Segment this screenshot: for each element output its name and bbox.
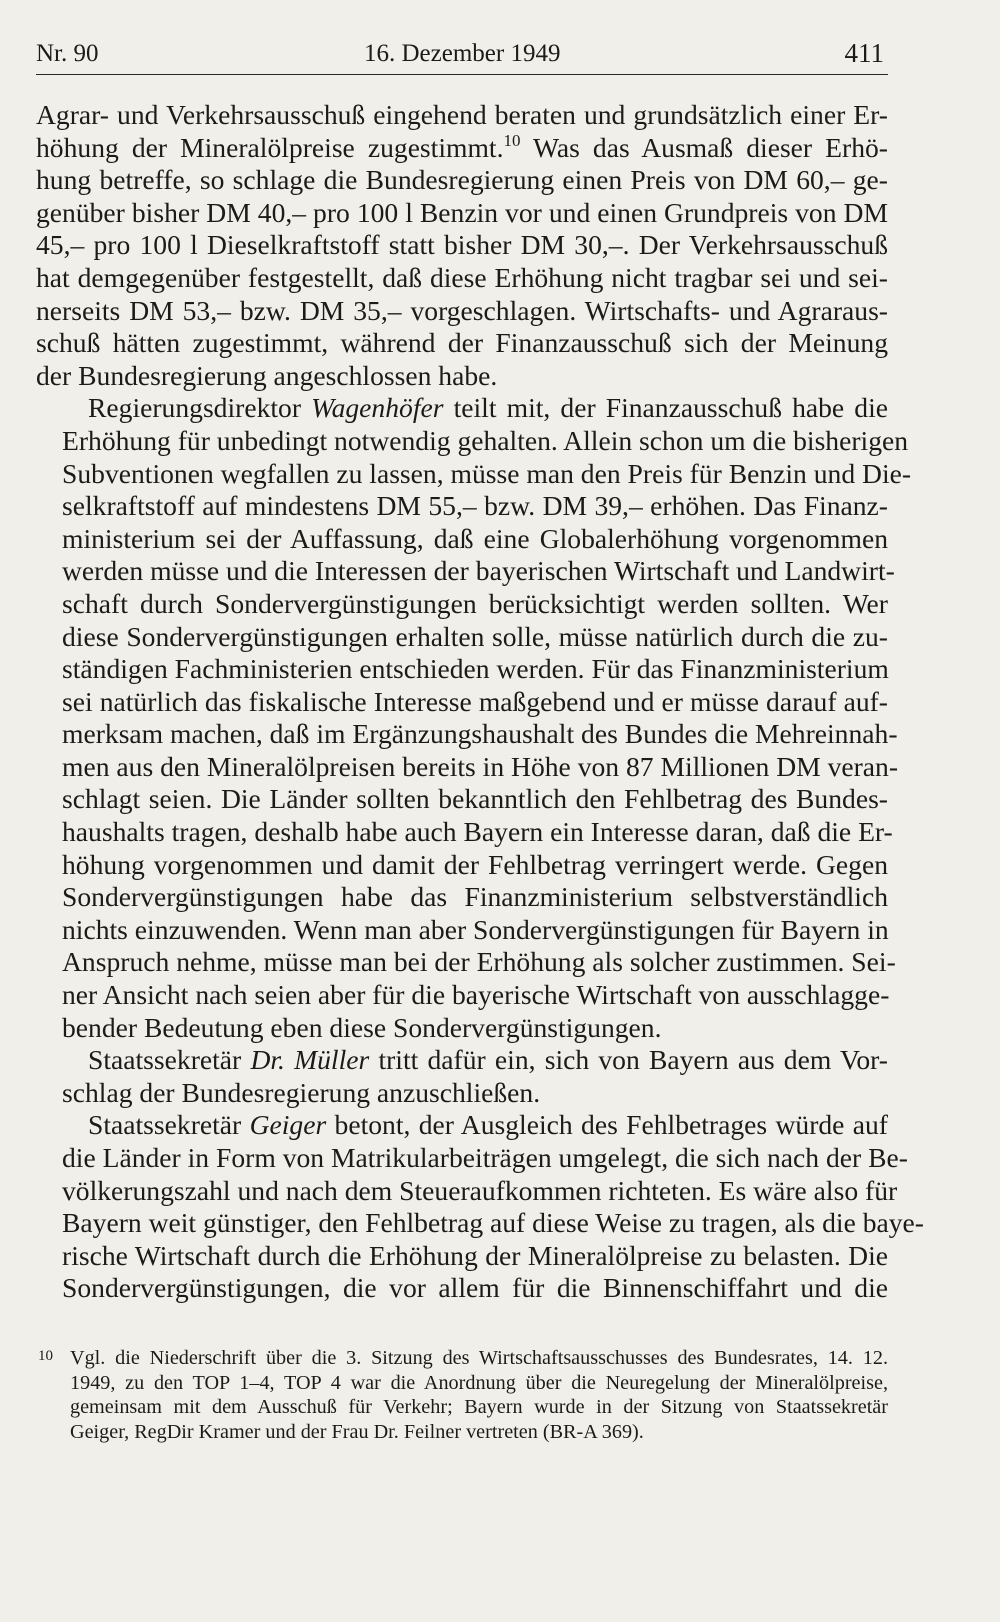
text-line: [36, 914, 888, 947]
text-run: völkerungszahl und nach dem Steueraufkommen richteten. Es wäre also für: [62, 1174, 898, 1206]
text-line: [36, 1207, 924, 1240]
text-run: merksam machen, daß im Ergänzungshaushalt des Bundes die Mehreinnah-: [62, 718, 898, 750]
text-line: [36, 424, 909, 458]
text-line: [36, 197, 888, 230]
text-run: hung betreffe, so schlage die Bundesregierung einen Preis von DM 60,– ge-: [36, 164, 888, 196]
text-run: höhung vorgenommen und damit der Fehlbetrag verringert werde. Gegen: [62, 848, 888, 880]
text-line: [36, 686, 888, 719]
text-run: Erhöhung für unbedingt notwendig gehalten. Allein schon um die bisherigen: [62, 424, 909, 456]
text-run: nichts einzuwenden. Wenn man aber Sondervergünstigungen für Bayern in: [62, 913, 889, 945]
text-run: ministerium sei der Auffassung, daß eine Globalerhöhung vorgenommen: [62, 522, 888, 554]
text-line: [36, 295, 888, 328]
text-line: [36, 1077, 888, 1110]
text-line: [36, 1272, 888, 1305]
footnote-line: Vgl. die Niederschrift über die 3. Sitzung des Wirtschaftsausschusses des Bundesrates, 14. 12.: [70, 1347, 888, 1369]
text-line: [36, 750, 899, 784]
text-line: [36, 523, 888, 556]
footnote: [36, 1346, 888, 1444]
header-date: 16. Dezember 1949: [364, 40, 561, 67]
text-line: [36, 881, 888, 914]
text-line: [36, 1240, 888, 1273]
text-run: haushalts tragen, deshalb habe auch Bayern ein Interesse daran, daß die Er-: [62, 816, 893, 848]
text-line: [36, 1109, 888, 1142]
text-line: [36, 392, 888, 425]
text-line: [36, 1174, 898, 1208]
text-run: Staatssekretär: [88, 1109, 250, 1141]
text-run: werden müsse und die Interessen der bayerischen Wirtschaft und Landwirt-: [62, 555, 895, 587]
paragraph: [36, 392, 912, 1044]
paragraph: [36, 1044, 888, 1109]
text-run: höhung der Mineralölpreise zugestimmt.: [36, 131, 504, 163]
text-line: [36, 653, 888, 686]
text-run: Sondervergünstigungen habe das Finanzministerium selbstverständlich: [62, 881, 888, 913]
footnote-text: [70, 1346, 888, 1444]
text-run: betont, der Ausgleich des Fehlbetrages würde auf: [326, 1109, 888, 1141]
text-run: diese Sondervergünstigungen erhalten solle, müsse natürlich durch die zu-: [62, 620, 888, 652]
text-run: ner Ansicht nach seien aber für die bayerische Wirtschaft von ausschlagge-: [62, 979, 890, 1011]
text-line: [36, 99, 888, 132]
text-run: der Bundesregierung angeschlossen habe.: [36, 359, 498, 391]
text-run: Regierungsdirektor: [88, 392, 312, 424]
text-run: schlagt seien. Die Länder sollten bekanntlich den Fehlbetrag des Bundes-: [62, 783, 888, 815]
text-run: ständigen Fachministerien entschieden werden. Für das Finanzministerium: [62, 653, 889, 685]
text-run: 45,– pro 100 l Dieselkraftstoff statt bisher DM 30,–. Der Verkehrsausschuß: [36, 229, 888, 261]
text-run: Anspruch nehme, müsse man bei der Erhöhung als solcher zustimmen. Sei-: [62, 946, 896, 978]
text-line: [36, 849, 888, 882]
text-run: men aus den Mineralölpreisen bereits in Höhe von 87 Millionen DM veran-: [62, 750, 899, 782]
footnote-line: gemeinsam mit dem Ausschuß für Verkehr; Bayern wurde in der Sitzung von Staatssekretär: [70, 1396, 888, 1419]
text-run: hat demgegenüber festgestellt, daß diese Erhöhung nicht tragbar sei und sei-: [36, 261, 888, 293]
footnote-line: 1949, zu den TOP 1–4, TOP 4 war die Anordnung über die Neuregelung der Mineralölpreise,: [70, 1371, 888, 1394]
person-name: Dr. Müller: [250, 1044, 370, 1076]
text-line: [36, 164, 888, 197]
text-line: [36, 979, 888, 1012]
text-line: [36, 1012, 888, 1045]
text-run: tritt dafür ein, sich von Bayern aus dem Vor-: [369, 1044, 888, 1076]
text-line: [36, 490, 888, 523]
text-run: schlag der Bundesregierung anzuschließen.: [62, 1076, 541, 1108]
text-line: [36, 327, 888, 360]
person-name: Geiger: [249, 1109, 327, 1141]
text-run: schuß hätten zugestimmt, während der Finanzausschuß sich der Meinung: [36, 327, 888, 359]
text-line: [36, 1044, 888, 1077]
issue-number: Nr. 90: [36, 40, 99, 67]
text-run: Sondervergünstigungen, die vor allem für die Binnenschiffahrt und die: [62, 1272, 888, 1304]
text-line: [36, 360, 888, 393]
text-line: [36, 555, 895, 588]
footnote-line: Geiger, RegDir Kramer und der Frau Dr. Feilner vertreten (BR-A 369).: [70, 1420, 644, 1443]
text-line: [36, 621, 888, 654]
main-text: [36, 99, 924, 1305]
text-line: [36, 229, 888, 262]
text-line: [36, 816, 893, 849]
text-run: Bayern weit günstiger, den Fehlbetrag auf diese Weise zu tragen, als die baye-: [62, 1207, 924, 1239]
text-run: selkraftstoff auf mindestens DM 55,– bzw. DM 39,– erhöhen. Das Finanz-: [62, 490, 888, 522]
text-run: die Länder in Form von Matrikularbeiträgen umgelegt, die sich nach der Be-: [62, 1142, 908, 1173]
paragraph: [36, 1109, 924, 1305]
person-name: Wagenhöfer: [311, 392, 444, 424]
text-run: sei natürlich das fiskalische Interesse maßgebend und er müsse darauf auf-: [62, 685, 888, 717]
text-line: [36, 946, 896, 979]
text-line: [36, 262, 888, 295]
text-line: [36, 457, 912, 491]
text-line: [36, 783, 888, 816]
footnote-reference: 10: [503, 130, 521, 150]
text-run: rische Wirtschaft durch die Erhöhung der Mineralölpreise zu belasten. Die: [62, 1239, 888, 1271]
page-header: [36, 34, 888, 75]
text-run: Subventionen wegfallen zu lassen, müsse man den Preis für Benzin und Die-: [62, 457, 912, 489]
text-line: [36, 132, 888, 165]
text-line: [36, 1142, 908, 1175]
text-run: bender Bedeutung eben diese Sondervergünstigungen.: [62, 1011, 662, 1043]
text-line: [36, 588, 888, 621]
text-run: schaft durch Sondervergünstigungen berücksichtigt werden sollten. Wer: [62, 587, 888, 619]
text-run: Agrar- und Verkehrsausschuß eingehend beraten und grundsätzlich einer Er-: [36, 99, 888, 130]
text-run: Was das Ausmaß dieser Erhö-: [520, 131, 888, 163]
text-run: nerseits DM 53,– bzw. DM 35,– vorgeschlagen. Wirtschafts- und Agraraus-: [36, 294, 888, 326]
text-run: teilt mit, der Finanzausschuß habe die: [443, 392, 888, 424]
text-line: [36, 718, 898, 751]
paragraph: [36, 99, 888, 392]
footnote-number: 10: [38, 1348, 53, 1364]
page-number: 411: [844, 38, 884, 68]
text-run: genüber bisher DM 40,– pro 100 l Benzin vor und einen Grundpreis von DM: [36, 196, 888, 228]
text-run: Staatssekretär: [88, 1044, 251, 1076]
